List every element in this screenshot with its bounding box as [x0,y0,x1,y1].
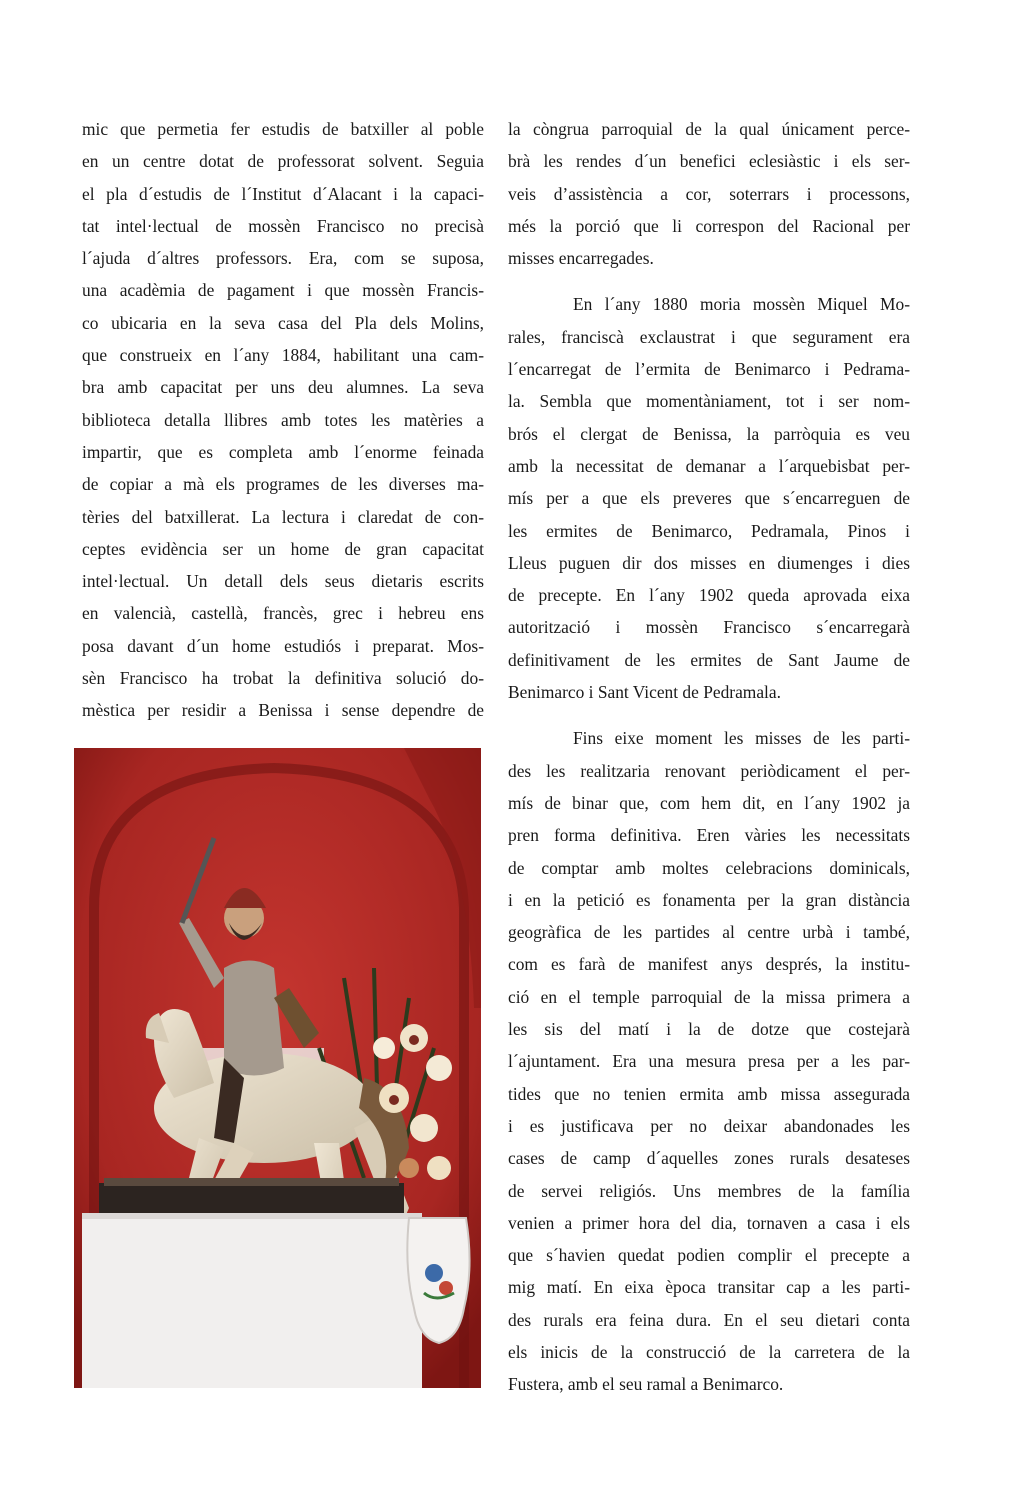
text-line: que s´havien quedat podien complir el precepte a [508,1245,910,1266]
text-line: bra amb capacitat per uns deu alumnes. La seva [82,377,484,398]
text-line: com es farà de manifest anys després, la institu- [508,954,910,975]
text-line: mic que permetia fer estudis de batxiller al poble [82,119,484,139]
text-line: brós el clergat de Benissa, la parròquia es veu [508,423,910,444]
text-line: la. Sembla que momentàniament, tot i ser nom- [508,391,910,412]
text-line: tides que no tenien ermita amb missa assegurada [508,1083,910,1104]
text-line: misses encarregades. [508,248,654,269]
text-line: geogràfica de les partides al centre urbà i també, [508,922,910,943]
text-line: ceptes evidència ser un home de gran capacitat [82,538,484,559]
paragraph [508,113,910,274]
text-line: impartir, que es completa amb l´enorme feinada [82,441,484,462]
text-line: de copiar a mà els programes de les diverses ma- [82,474,484,495]
text-line: de servei religiós. Uns membres de la família [508,1180,910,1201]
text-line: biblioteca detalla llibres amb totes les matèries a [82,409,484,430]
text-line: Benimarco i Sant Vicent de Pedramala. [508,682,781,703]
text-line: En l´any 1880 moria mossèn Miquel Mo- [573,294,910,315]
pedestal-edge [82,1213,422,1219]
text-line: mís de binar que, com hem dit, en l´any 1902 ja [508,792,910,813]
text-line: l´ajuntament. Era una mesura presa per a les par- [508,1051,910,1072]
text-line: de precepte. En l´any 1902 queda aprovada eixa [508,585,910,606]
statue-base [99,1183,404,1213]
text-line: més la porció que li correspon del Racional per [508,215,910,236]
text-line: des les realitzaria renovant periòdicament el per- [508,760,910,781]
text-line: en valencià, castellà, francès, grec i hebreu ens [82,603,484,624]
text-line: Lleus puguen dir dos misses en diumenges i dies [508,552,910,573]
statue-image [74,748,481,1388]
statue-photo [74,748,481,1388]
text-line: pren forma definitiva. Eren vàries les necessitats [508,825,910,846]
text-line: autorització i mossèn Francisco s´encarregarà [508,617,910,638]
text-line: mèstica per residir a Benissa i sense dependre de [82,700,484,721]
text-line: l´encarregat de l’ermita de Benimarco i Pedrama- [508,359,910,380]
text-line: veis d’assistència a cor, soterrars i processons, [508,183,910,204]
text-line: amb la necessitat de demanar a l´arquebisbat per- [508,455,910,476]
text-line: co ubicaria en la seva casa del Pla dels Molins, [82,312,484,333]
text-line: i en la petició es fonamenta per la gran distància [508,889,910,910]
text-line: tat intel·lectual de mossèn Francisco no precisà [82,215,484,236]
paragraph [508,722,910,1400]
text-line: Fustera, amb el seu ramal a Benimarco. [508,1374,784,1395]
text-line: el pla d´estudis de l´Institut d´Alacant i la capaci- [82,183,484,204]
text-line: sèn Francisco ha trobat la definitiva solució do- [82,668,484,689]
text-line: des rurals era feina dura. En el seu dietari conta [508,1309,910,1330]
statue-base-top [104,1178,399,1186]
text-line: cases de camp d´aquelles zones rurals desateses [508,1148,910,1169]
text-line: i es justificava per no deixar abandonades les [508,1115,910,1136]
text-line: rales, franciscà exclaustrat i que segurament era [508,326,910,347]
white-pedestal [82,1213,422,1388]
text-line: intel·lectual. Un detall dels seus dietaris escrits [82,571,484,592]
text-line: tèries del batxillerat. La lectura i claredat de con- [82,506,484,527]
text-line: l´ajuda d´altres professors. Era, com se suposa, [82,248,484,269]
text-line: definitivament de les ermites de Sant Jaume de [508,649,910,670]
text-line: una acadèmia de pagament i que mossèn Francis- [82,280,484,301]
text-line: de comptar amb moltes celebracions dominicals, [508,857,910,878]
text-line: venien a primer hora del dia, tornaven a casa i els [508,1212,910,1233]
text-line: ció en el temple parroquial de la missa primera a [508,986,910,1007]
text-line: Fins eixe moment les misses de les parti- [573,728,910,749]
text-line: les sis del matí i la de dotze que costejarà [508,1019,910,1040]
text-line: brà les rendes d´un benefici eclesiàstic i els ser- [508,151,910,172]
paragraph [508,288,910,708]
text-line: mig matí. En eixa època transitar cap a les parti- [508,1277,910,1298]
text-line: mís per a que els preveres que s´encarreguen de [508,488,910,509]
text-line: les ermites de Benimarco, Pedramala, Pinos i [508,520,910,541]
text-line: posa davant d´un home estudiós i preparat. Mos- [82,635,484,656]
right-text-column [508,113,910,1415]
text-line: els inicis de la construcció de la carretera de la [508,1341,910,1362]
left-text-column [82,113,484,727]
text-line: que construeix en l´any 1884, habilitant una cam- [82,345,484,366]
text-line: la còngrua parroquial de la qual únicament perce- [508,119,910,139]
text-line: en un centre dotat de professorat solvent. Seguia [82,151,484,172]
